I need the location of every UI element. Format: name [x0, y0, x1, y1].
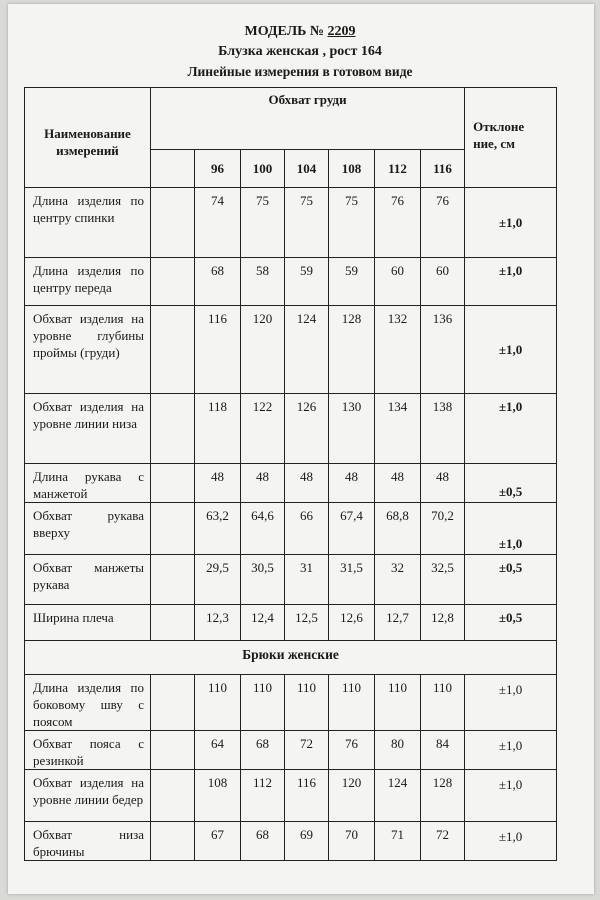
- measurement-name: Ширина плеча: [25, 605, 151, 641]
- table-row: [25, 394, 557, 464]
- value-cell: 59: [329, 258, 375, 306]
- deviation-cell: ±0,5: [465, 605, 557, 641]
- blank-cell: [151, 503, 195, 555]
- value-cell: 68: [241, 731, 285, 770]
- value-cell: 67: [195, 822, 241, 861]
- value-cell: 31: [285, 555, 329, 605]
- value-cell: 110: [195, 675, 241, 731]
- value-cell: 31,5: [329, 555, 375, 605]
- value-cell: 112: [241, 770, 285, 822]
- model-label: МОДЕЛЬ №: [244, 24, 324, 39]
- value-cell: 48: [195, 464, 241, 503]
- size-header: 96: [195, 150, 241, 188]
- measurement-name: Длина изделия по боковому шву с поясом: [25, 675, 151, 731]
- value-cell: 138: [421, 394, 465, 464]
- measurement-name: Длина рукава с манжетой: [25, 464, 151, 503]
- table-row: [25, 731, 557, 770]
- blank-cell: [151, 822, 195, 861]
- table-row: [25, 258, 557, 306]
- value-cell: 69: [285, 822, 329, 861]
- measurement-name: Обхват изделия на уровне линии бедер: [25, 770, 151, 822]
- blank-cell: [151, 464, 195, 503]
- deviation-header: Отклоне ние, см: [465, 88, 557, 188]
- blank-cell: [151, 605, 195, 641]
- table-row: [25, 503, 557, 555]
- blank-cell: [151, 306, 195, 394]
- deviation-cell: ±1,0: [465, 822, 557, 861]
- value-cell: 124: [375, 770, 421, 822]
- deviation-cell: ±1,0: [465, 731, 557, 770]
- value-cell: 59: [285, 258, 329, 306]
- value-cell: 116: [285, 770, 329, 822]
- table-row: [25, 306, 557, 394]
- blank-cell: [151, 731, 195, 770]
- value-cell: 122: [241, 394, 285, 464]
- table-row: [25, 605, 557, 641]
- value-cell: 128: [421, 770, 465, 822]
- value-cell: 60: [421, 258, 465, 306]
- deviation-cell: ±1,0: [465, 503, 557, 555]
- measurement-name: Длина изделия по центру спинки: [25, 188, 151, 258]
- deviation-cell: ±1,0: [465, 306, 557, 394]
- deviation-cell: ±1,0: [465, 394, 557, 464]
- value-cell: 80: [375, 731, 421, 770]
- measurement-name: Обхват пояса с резинкой: [25, 731, 151, 770]
- value-cell: 12,6: [329, 605, 375, 641]
- pants-section-title: Брюки женские: [25, 641, 557, 675]
- value-cell: 128: [329, 306, 375, 394]
- blank-cell: [151, 258, 195, 306]
- value-cell: 12,4: [241, 605, 285, 641]
- deviation-cell: ±1,0: [465, 770, 557, 822]
- value-cell: 110: [421, 675, 465, 731]
- table-row: [25, 770, 557, 822]
- blank-cell: [151, 675, 195, 731]
- blank-cell: [151, 188, 195, 258]
- value-cell: 30,5: [241, 555, 285, 605]
- product-subtitle: Блузка женская , рост 164: [218, 44, 382, 59]
- measurement-name: Обхват манжеты рукава: [25, 555, 151, 605]
- value-cell: 134: [375, 394, 421, 464]
- measurement-name: Длина изделия по центру переда: [25, 258, 151, 306]
- blank-cell: [151, 555, 195, 605]
- blank-cell: [151, 770, 195, 822]
- measurement-name: Обхват изделия на уровне линии низа: [25, 394, 151, 464]
- value-cell: 76: [375, 188, 421, 258]
- model-number: 2209: [327, 24, 356, 39]
- value-cell: 72: [421, 822, 465, 861]
- value-cell: 75: [329, 188, 375, 258]
- value-cell: 68: [241, 822, 285, 861]
- value-cell: 120: [329, 770, 375, 822]
- value-cell: 48: [285, 464, 329, 503]
- value-cell: 136: [421, 306, 465, 394]
- value-cell: 110: [375, 675, 421, 731]
- value-cell: 74: [195, 188, 241, 258]
- table-row: [25, 464, 557, 503]
- table-row: [25, 675, 557, 731]
- deviation-cell: ±1,0: [465, 188, 557, 258]
- size-header: 112: [375, 150, 421, 188]
- value-cell: 70,2: [421, 503, 465, 555]
- value-cell: 60: [375, 258, 421, 306]
- size-header: 116: [421, 150, 465, 188]
- deviation-cell: ±0,5: [465, 464, 557, 503]
- value-cell: 67,4: [329, 503, 375, 555]
- deviation-cell: ±1,0: [465, 675, 557, 731]
- value-cell: 32: [375, 555, 421, 605]
- size-header: 104: [285, 150, 329, 188]
- value-cell: 68,8: [375, 503, 421, 555]
- measurement-name: Обхват изделия на уровне глубины проймы (груди): [25, 306, 151, 394]
- value-cell: 12,8: [421, 605, 465, 641]
- table-header-row: [25, 88, 557, 150]
- value-cell: 118: [195, 394, 241, 464]
- value-cell: 48: [421, 464, 465, 503]
- value-cell: 12,5: [285, 605, 329, 641]
- value-cell: 64,6: [241, 503, 285, 555]
- value-cell: 12,3: [195, 605, 241, 641]
- value-cell: 12,7: [375, 605, 421, 641]
- value-cell: 76: [329, 731, 375, 770]
- section-header-row: [25, 641, 557, 675]
- value-cell: 84: [421, 731, 465, 770]
- value-cell: 48: [375, 464, 421, 503]
- deviation-cell: ±1,0: [465, 258, 557, 306]
- size-header: 100: [241, 150, 285, 188]
- value-cell: 71: [375, 822, 421, 861]
- blank-cell: [151, 150, 195, 188]
- value-cell: 66: [285, 503, 329, 555]
- value-cell: 120: [241, 306, 285, 394]
- value-cell: 68: [195, 258, 241, 306]
- value-cell: 64: [195, 731, 241, 770]
- size-header: 108: [329, 150, 375, 188]
- deviation-cell: ±0,5: [465, 555, 557, 605]
- value-cell: 130: [329, 394, 375, 464]
- model-title: [0, 24, 600, 40]
- measurement-name: Обхват рукава вверху: [25, 503, 151, 555]
- table-row: [25, 188, 557, 258]
- value-cell: 124: [285, 306, 329, 394]
- value-cell: 110: [285, 675, 329, 731]
- value-cell: 116: [195, 306, 241, 394]
- value-cell: 32,5: [421, 555, 465, 605]
- blank-cell: [151, 394, 195, 464]
- chest-header: Обхват груди: [151, 88, 465, 150]
- value-cell: 110: [329, 675, 375, 731]
- measurements-table: [24, 87, 557, 861]
- value-cell: 63,2: [195, 503, 241, 555]
- value-cell: 76: [421, 188, 465, 258]
- measurement-name: Обхват низа брючины: [25, 822, 151, 861]
- value-cell: 72: [285, 731, 329, 770]
- value-cell: 75: [241, 188, 285, 258]
- value-cell: 58: [241, 258, 285, 306]
- value-cell: 108: [195, 770, 241, 822]
- value-cell: 75: [285, 188, 329, 258]
- value-cell: 48: [241, 464, 285, 503]
- value-cell: 29,5: [195, 555, 241, 605]
- measurements-caption: Линейные измерения в готовом виде: [187, 64, 413, 79]
- name-column-header: Наименование измерений: [25, 88, 151, 188]
- table-row: [25, 822, 557, 861]
- value-cell: 70: [329, 822, 375, 861]
- value-cell: 132: [375, 306, 421, 394]
- value-cell: 110: [241, 675, 285, 731]
- table-row: [25, 555, 557, 605]
- value-cell: 126: [285, 394, 329, 464]
- value-cell: 48: [329, 464, 375, 503]
